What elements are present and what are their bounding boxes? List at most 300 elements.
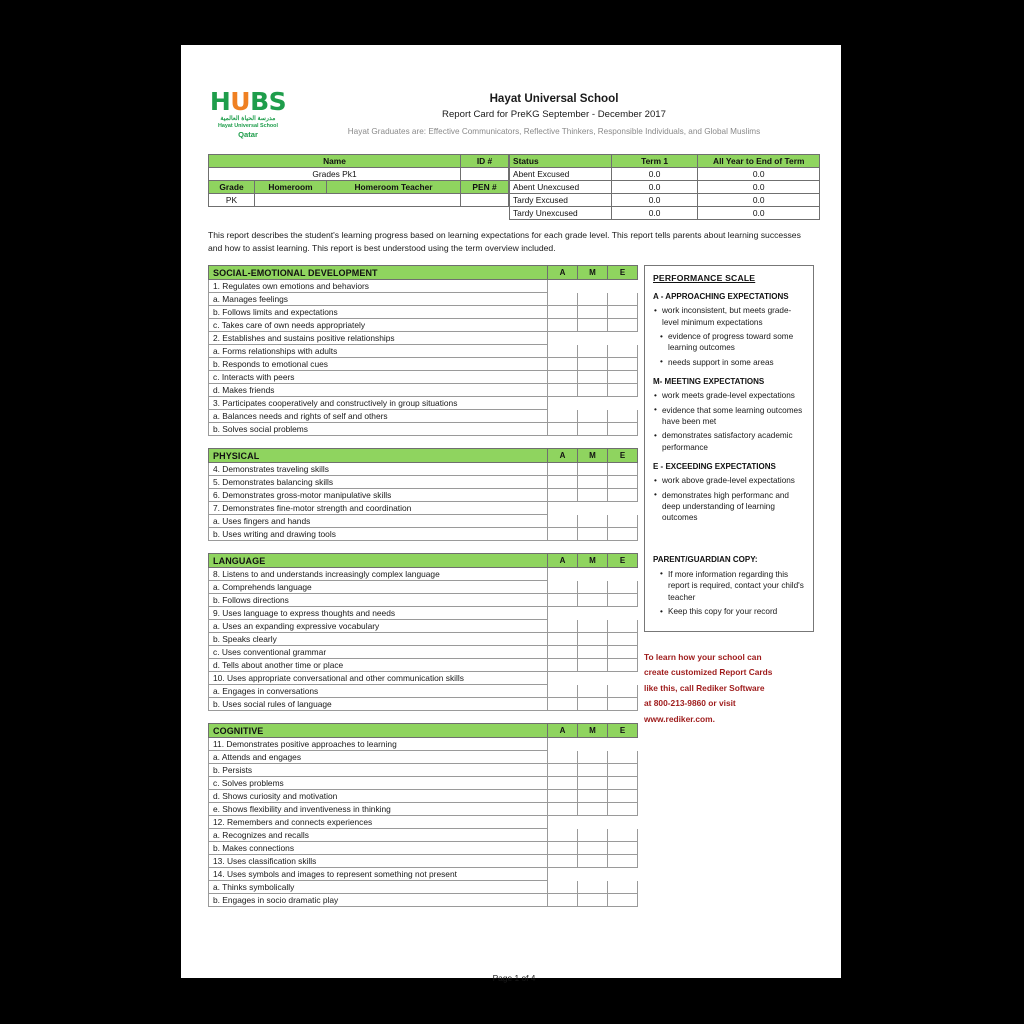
performance-bullet: • work meets grade-level expectations <box>653 390 805 401</box>
rating-cell-a[interactable] <box>548 515 578 528</box>
attendance-term1: 0.0 <box>611 181 698 194</box>
table-row <box>209 738 638 751</box>
rating-cell-m[interactable] <box>578 371 608 384</box>
rating-cell-a[interactable] <box>548 646 578 659</box>
rating-cell-e[interactable] <box>608 894 638 907</box>
skill-label: 12. Remembers and connects experiences <box>209 816 548 829</box>
rating-cell-e[interactable] <box>608 358 638 371</box>
rating-cell-m <box>578 607 608 620</box>
table-row <box>209 332 638 345</box>
rating-cell-a[interactable] <box>548 594 578 607</box>
rating-cell-e[interactable] <box>608 463 638 476</box>
rating-cell-e[interactable] <box>608 659 638 672</box>
logo-arabic-text: مدرسة الحياة العالمية <box>220 115 276 122</box>
table-row <box>209 155 509 168</box>
skill-label: 11. Demonstrates positive approaches to learning <box>209 738 548 751</box>
rating-column-header-e: E <box>608 449 638 463</box>
skill-label: d. Tells about another time or place <box>209 659 548 672</box>
rating-cell-a <box>548 868 578 881</box>
skill-label: b. Uses writing and drawing tools <box>209 528 548 541</box>
rating-cell-a <box>548 816 578 829</box>
rating-column-header-a: A <box>548 554 578 568</box>
rating-cell-a[interactable] <box>548 358 578 371</box>
rating-cell-e[interactable] <box>608 777 638 790</box>
col-header-status: Status <box>510 155 612 168</box>
rating-cell-e[interactable] <box>608 489 638 502</box>
skills-column <box>208 265 638 919</box>
logo-wordmark <box>208 89 288 115</box>
rating-cell-a[interactable] <box>548 410 578 423</box>
rating-column-header-e: E <box>608 724 638 738</box>
rating-cell-e <box>608 568 638 581</box>
rating-cell-e <box>608 672 638 685</box>
rating-column-header-m: M <box>578 449 608 463</box>
rating-cell-e[interactable] <box>608 790 638 803</box>
table-row <box>209 463 638 476</box>
rating-cell-a[interactable] <box>548 371 578 384</box>
rating-cell-e[interactable] <box>608 410 638 423</box>
rating-cell-m[interactable] <box>578 894 608 907</box>
rating-cell-m[interactable] <box>578 423 608 436</box>
rating-cell-m[interactable] <box>578 685 608 698</box>
rating-cell-e[interactable] <box>608 306 638 319</box>
rating-cell-m[interactable] <box>578 764 608 777</box>
skill-label: a. Manages feelings <box>209 293 548 306</box>
table-row <box>209 293 638 306</box>
skill-label: a. Balances needs and rights of self and others <box>209 410 548 423</box>
table-row <box>209 672 638 685</box>
skill-label: 4. Demonstrates traveling skills <box>209 463 548 476</box>
rating-cell-a[interactable] <box>548 476 578 489</box>
rating-cell-e[interactable] <box>608 528 638 541</box>
skill-label: a. Recognizes and recalls <box>209 829 548 842</box>
section-title: COGNITIVE <box>209 724 548 738</box>
rating-cell-m <box>578 738 608 751</box>
document-header <box>208 89 820 147</box>
student-id-value <box>461 168 509 181</box>
rating-cell-a[interactable] <box>548 881 578 894</box>
rating-cell-m[interactable] <box>578 384 608 397</box>
skill-label: b. Uses social rules of language <box>209 698 548 711</box>
skills-table <box>208 553 638 711</box>
rating-cell-e[interactable] <box>608 423 638 436</box>
skill-label: a. Forms relationships with adults <box>209 345 548 358</box>
rating-cell-m <box>578 280 608 293</box>
rating-column-header-m: M <box>578 724 608 738</box>
rating-cell-m[interactable] <box>578 620 608 633</box>
rating-cell-m <box>578 672 608 685</box>
rating-cell-e[interactable] <box>608 594 638 607</box>
rating-cell-m[interactable] <box>578 633 608 646</box>
table-row <box>510 168 820 181</box>
rating-cell-a[interactable] <box>548 528 578 541</box>
rating-cell-e <box>608 280 638 293</box>
skill-label: 5. Demonstrates balancing skills <box>209 476 548 489</box>
performance-bullet: • evidence of progress toward some learning outcomes <box>653 331 805 354</box>
rating-column-header-a: A <box>548 266 578 280</box>
rating-cell-m[interactable] <box>578 646 608 659</box>
rating-cell-m[interactable] <box>578 881 608 894</box>
rating-cell-m[interactable] <box>578 345 608 358</box>
rating-cell-m <box>578 397 608 410</box>
skill-label: 7. Demonstrates fine-motor strength and coordination <box>209 502 548 515</box>
rating-cell-a[interactable] <box>548 633 578 646</box>
rating-cell-a[interactable] <box>548 293 578 306</box>
rating-cell-e <box>608 502 638 515</box>
table-row <box>209 646 638 659</box>
performance-level-heading: E - EXCEEDING EXPECTATIONS <box>653 462 776 472</box>
rating-cell-m[interactable] <box>578 581 608 594</box>
rating-cell-m <box>578 332 608 345</box>
table-row <box>209 698 638 711</box>
rating-cell-a <box>548 397 578 410</box>
rating-cell-m[interactable] <box>578 751 608 764</box>
rating-cell-m[interactable] <box>578 698 608 711</box>
student-name-value: Grades Pk1 <box>209 168 461 181</box>
attendance-allyear: 0.0 <box>698 181 820 194</box>
performance-bullet: • evidence that some learning outcomes have been met <box>653 405 805 428</box>
table-row <box>209 724 638 738</box>
rating-cell-m[interactable] <box>578 659 608 672</box>
table-row <box>209 266 638 280</box>
skill-label: b. Follows limits and expectations <box>209 306 548 319</box>
rating-cell-e[interactable] <box>608 751 638 764</box>
rating-cell-e[interactable] <box>608 685 638 698</box>
col-header-grade: Grade <box>209 181 255 194</box>
rating-column-header-e: E <box>608 554 638 568</box>
rating-cell-a[interactable] <box>548 829 578 842</box>
col-header-homeroom: Homeroom <box>255 181 327 194</box>
skill-label: d. Shows curiosity and motivation <box>209 790 548 803</box>
section-title: SOCIAL-EMOTIONAL DEVELOPMENT <box>209 266 548 280</box>
table-row <box>209 764 638 777</box>
rating-cell-m[interactable] <box>578 855 608 868</box>
performance-scale-box <box>644 265 814 631</box>
table-row <box>209 568 638 581</box>
skill-label: c. Uses conventional grammar <box>209 646 548 659</box>
rating-cell-e <box>608 397 638 410</box>
table-row <box>209 489 638 502</box>
rating-cell-e <box>608 816 638 829</box>
table-row <box>209 528 638 541</box>
performance-level-heading: A - APPROACHING EXPECTATIONS <box>653 292 789 302</box>
promo-line: at 800-213-9860 or visit <box>644 698 736 708</box>
rating-cell-e[interactable] <box>608 842 638 855</box>
table-row <box>209 607 638 620</box>
rating-cell-a <box>548 672 578 685</box>
logo-letters-bs: BS <box>250 87 287 116</box>
skill-label: a. Engages in conversations <box>209 685 548 698</box>
rating-cell-m[interactable] <box>578 410 608 423</box>
table-row <box>209 502 638 515</box>
rating-cell-m[interactable] <box>578 489 608 502</box>
table-row <box>209 168 509 181</box>
rating-cell-e <box>608 332 638 345</box>
table-row <box>510 207 820 220</box>
rating-cell-m <box>578 568 608 581</box>
rating-cell-m[interactable] <box>578 515 608 528</box>
rating-cell-e <box>608 738 638 751</box>
rating-cell-m[interactable] <box>578 293 608 306</box>
rating-cell-e <box>608 868 638 881</box>
skills-table <box>208 448 638 541</box>
attendance-term1: 0.0 <box>611 194 698 207</box>
promo-line: create customized Report Cards <box>644 667 773 677</box>
rating-cell-e[interactable] <box>608 881 638 894</box>
promo-line: To learn how your school can <box>644 651 762 662</box>
rating-cell-a[interactable] <box>548 384 578 397</box>
rating-cell-a[interactable] <box>548 319 578 332</box>
performance-bullet: • work above grade-level expectations <box>653 475 805 486</box>
rating-cell-e[interactable] <box>608 620 638 633</box>
col-header-allyear: All Year to End of Term <box>698 155 820 168</box>
grade-value: PK <box>209 194 255 207</box>
rating-column-header-a: A <box>548 724 578 738</box>
rating-cell-e[interactable] <box>608 829 638 842</box>
logo-country-text: Qatar <box>238 129 258 139</box>
table-row <box>209 594 638 607</box>
rating-cell-e[interactable] <box>608 384 638 397</box>
table-row <box>209 816 638 829</box>
pen-value <box>461 194 509 207</box>
rating-cell-e[interactable] <box>608 855 638 868</box>
performance-level-heading: M- MEETING EXPECTATIONS <box>653 377 765 387</box>
rating-cell-m[interactable] <box>578 803 608 816</box>
section-title: PHYSICAL <box>209 449 548 463</box>
skill-label: 2. Establishes and sustains positive relationships <box>209 332 548 345</box>
intro-paragraph: This report describes the student's learning progress based on learning expectations for each grade level. This report tells parents about learning successes and how to assist learning. This report is best understood using the term overview included. <box>208 230 801 253</box>
performance-bullet: • demonstrates satisfactory academic performance <box>653 430 805 453</box>
rating-cell-m <box>578 816 608 829</box>
rating-cell-a[interactable] <box>548 423 578 436</box>
skill-label: c. Solves problems <box>209 777 548 790</box>
rating-cell-m[interactable] <box>578 842 608 855</box>
rating-cell-e[interactable] <box>608 581 638 594</box>
col-header-pen: PEN # <box>461 181 509 194</box>
table-row <box>209 620 638 633</box>
rating-cell-a[interactable] <box>548 659 578 672</box>
report-card-page <box>181 45 841 983</box>
rating-cell-m[interactable] <box>578 319 608 332</box>
col-header-term1: Term 1 <box>611 155 698 168</box>
skill-label: a. Uses an expanding expressive vocabulary <box>209 620 548 633</box>
sidebar-column <box>644 265 814 727</box>
skill-label: b. Engages in socio dramatic play <box>209 894 548 907</box>
skill-label: 3. Participates cooperatively and constructively in group situations <box>209 397 548 410</box>
skill-label: a. Comprehends language <box>209 581 548 594</box>
table-row <box>209 280 638 293</box>
skill-label: 8. Listens to and understands increasingly complex language <box>209 568 548 581</box>
table-row <box>209 842 638 855</box>
rating-cell-m[interactable] <box>578 790 608 803</box>
attendance-status: Abent Unexcused <box>510 181 612 194</box>
rating-cell-a <box>548 738 578 751</box>
skill-label: 6. Demonstrates gross-motor manipulative skills <box>209 489 548 502</box>
skill-label: b. Makes connections <box>209 842 548 855</box>
table-row <box>209 881 638 894</box>
skill-label: c. Takes care of own needs appropriately <box>209 319 548 332</box>
info-tables-row <box>208 154 820 218</box>
performance-bullet: • demonstrates high performanc and deep understanding of learning outcomes <box>653 490 805 524</box>
performance-scale-title: PERFORMANCE SCALE <box>653 273 756 284</box>
rating-cell-a[interactable] <box>548 306 578 319</box>
skill-label: 9. Uses language to express thoughts and needs <box>209 607 548 620</box>
rating-cell-a <box>548 332 578 345</box>
promo-line: like this, call Rediker Software <box>644 682 765 693</box>
table-row <box>209 829 638 842</box>
table-row <box>209 449 638 463</box>
parent-copy-bullet: • Keep this copy for your record <box>653 606 805 617</box>
skill-label: b. Speaks clearly <box>209 633 548 646</box>
table-row <box>209 410 638 423</box>
table-row <box>209 476 638 489</box>
report-subtitle: Report Card for PreKG September - December 2017 <box>442 109 666 120</box>
rating-cell-a[interactable] <box>548 685 578 698</box>
skills-table <box>208 723 638 907</box>
rating-cell-e[interactable] <box>608 646 638 659</box>
rating-cell-e[interactable] <box>608 319 638 332</box>
rating-cell-m[interactable] <box>578 476 608 489</box>
rating-cell-e <box>608 607 638 620</box>
rating-column-header-m: M <box>578 554 608 568</box>
performance-bullet: • work inconsistent, but meets grade-level minimum expectations <box>653 305 805 328</box>
parent-copy-heading: PARENT/GUARDIAN COPY: <box>653 554 758 564</box>
table-row <box>209 345 638 358</box>
table-row <box>209 803 638 816</box>
rating-cell-a[interactable] <box>548 463 578 476</box>
rating-cell-a[interactable] <box>548 620 578 633</box>
table-row <box>510 155 820 168</box>
attendance-status: Tardy Unexcused <box>510 207 612 220</box>
header-titles <box>288 91 820 138</box>
skill-label: 14. Uses symbols and images to represent something not present <box>209 868 548 881</box>
table-row <box>209 633 638 646</box>
spacer <box>653 527 805 546</box>
logo-letter-u: U <box>230 87 251 116</box>
table-row <box>209 515 638 528</box>
skills-table <box>208 265 638 436</box>
table-row <box>209 384 638 397</box>
table-row <box>209 358 638 371</box>
skill-label: 1. Regulates own emotions and behaviors <box>209 280 548 293</box>
table-row <box>209 181 509 194</box>
section-title: LANGUAGE <box>209 554 548 568</box>
table-row <box>209 319 638 332</box>
table-row <box>209 194 509 207</box>
attendance-allyear: 0.0 <box>698 194 820 207</box>
table-row <box>209 423 638 436</box>
table-row <box>209 306 638 319</box>
rating-cell-m[interactable] <box>578 594 608 607</box>
rating-cell-a[interactable] <box>548 751 578 764</box>
rating-cell-e[interactable] <box>608 698 638 711</box>
attendance-term1: 0.0 <box>611 168 698 181</box>
rating-cell-a[interactable] <box>548 777 578 790</box>
homeroom-value <box>255 194 461 207</box>
rating-cell-a <box>548 607 578 620</box>
rating-cell-a[interactable] <box>548 764 578 777</box>
attendance-term1: 0.0 <box>611 207 698 220</box>
rating-cell-m <box>578 868 608 881</box>
rating-cell-e[interactable] <box>608 476 638 489</box>
skill-label: 13. Uses classification skills <box>209 855 548 868</box>
rating-cell-m[interactable] <box>578 829 608 842</box>
rating-cell-m[interactable] <box>578 463 608 476</box>
skill-label: c. Interacts with peers <box>209 371 548 384</box>
attendance-table <box>509 154 820 220</box>
skill-label: b. Follows directions <box>209 594 548 607</box>
performance-bullet: • needs support in some areas <box>653 357 805 368</box>
rating-cell-a[interactable] <box>548 803 578 816</box>
rating-cell-e[interactable] <box>608 371 638 384</box>
student-info-table <box>208 154 509 207</box>
table-row <box>209 659 638 672</box>
rating-cell-m[interactable] <box>578 306 608 319</box>
rating-cell-m[interactable] <box>578 358 608 371</box>
attendance-status: Abent Excused <box>510 168 612 181</box>
school-name: Hayat Universal School <box>489 92 619 105</box>
rating-cell-e[interactable] <box>608 633 638 646</box>
promo-line: www.rediker.com. <box>644 713 715 724</box>
table-row <box>209 868 638 881</box>
skill-label: 10. Uses appropriate conversational and other communication skills <box>209 672 548 685</box>
rediker-promo-text <box>644 650 819 728</box>
attendance-allyear: 0.0 <box>698 207 820 220</box>
rating-cell-e[interactable] <box>608 764 638 777</box>
table-row <box>209 554 638 568</box>
rating-column-header-m: M <box>578 266 608 280</box>
rating-cell-a[interactable] <box>548 842 578 855</box>
skill-label: b. Responds to emotional cues <box>209 358 548 371</box>
rating-cell-a[interactable] <box>548 790 578 803</box>
rating-cell-e[interactable] <box>608 515 638 528</box>
table-row <box>209 855 638 868</box>
rating-cell-a <box>548 280 578 293</box>
table-row <box>209 751 638 764</box>
table-row <box>209 371 638 384</box>
rating-cell-e[interactable] <box>608 803 638 816</box>
rating-cell-a[interactable] <box>548 698 578 711</box>
rating-cell-a[interactable] <box>548 855 578 868</box>
rating-cell-a[interactable] <box>548 581 578 594</box>
rating-cell-a <box>548 568 578 581</box>
logo-letter-h: H <box>209 87 231 116</box>
rating-cell-e[interactable] <box>608 345 638 358</box>
rating-cell-e[interactable] <box>608 293 638 306</box>
rating-cell-m[interactable] <box>578 528 608 541</box>
col-header-name: Name <box>209 155 461 168</box>
rating-cell-a[interactable] <box>548 345 578 358</box>
table-row <box>209 777 638 790</box>
rating-cell-a[interactable] <box>548 489 578 502</box>
table-row <box>510 194 820 207</box>
rating-cell-a <box>548 502 578 515</box>
skill-label: a. Attends and engages <box>209 751 548 764</box>
parent-copy-bullet: • If more information regarding this report is required, contact your child's teacher <box>653 569 805 603</box>
table-row <box>209 397 638 410</box>
attendance-allyear: 0.0 <box>698 168 820 181</box>
school-logo <box>208 89 288 140</box>
rating-column-header-a: A <box>548 449 578 463</box>
skill-label: a. Uses fingers and hands <box>209 515 548 528</box>
report-sheet <box>208 87 820 983</box>
rating-cell-a[interactable] <box>548 894 578 907</box>
skill-label: a. Thinks symbolically <box>209 881 548 894</box>
table-row <box>209 790 638 803</box>
rating-cell-m[interactable] <box>578 777 608 790</box>
page-footer: Page 1 of 4 <box>492 973 536 983</box>
table-row <box>209 685 638 698</box>
